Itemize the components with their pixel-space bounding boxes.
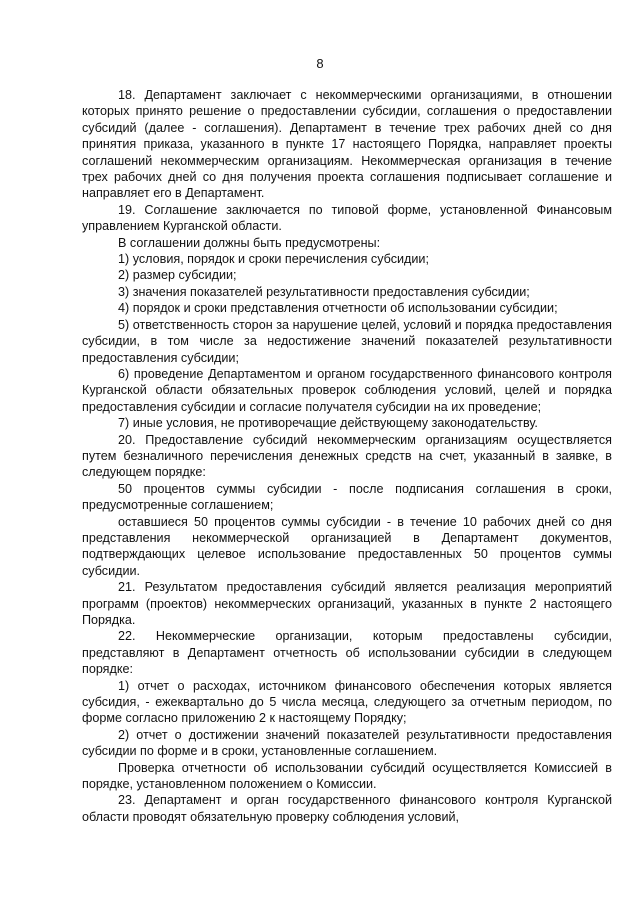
paragraph-18: 18. Департамент заключает с некоммерческими организациями, в отношении которых принято решение о предоставлении субсидии, соглашения о предоставлении субсидий (далее - соглашения). Департамент в течение трех рабочих дней со дня принятия приказа, указанного в пункте 17 настоящего Порядка, направляет проекты соглашений некоммерческим организациям. Некоммерческая организация в течение трех рабочих дней со дня получения проекта соглашения подписывает соглашение и направляет его в Департамент. xyxy=(82,88,612,201)
payment-first-half: 50 процентов суммы субсидии - после подписания соглашения в сроки, предусмотренные соглашением; xyxy=(82,481,612,513)
agreement-item-6: 6) проведение Департаментом и органом государственного финансового контроля Курганской области обязательных проверок соблюдения условий, целей и порядка предоставления субсидии и согласие получателя субсидии на их проведение; xyxy=(82,366,612,414)
paragraph-21: 21. Результатом предоставления субсидий является реализация мероприятий программ (проектов) некоммерческих организаций, указанных в пункте 2 настоящего Порядка. xyxy=(82,580,612,627)
report-item-2: 2) отчет о достижении значений показателей результативности предоставления субсидии по форме и в сроки, установленные соглашением. xyxy=(82,727,612,759)
agreement-item-5: 5) ответственность сторон за нарушение целей, условий и порядка предоставления субсидии, в том числе за недостижение значений показателей результативности предоставления субсидии; xyxy=(82,317,612,365)
agreement-item-1: 1) условия, порядок и сроки перечисления субсидии; xyxy=(118,252,429,267)
report-item-1: 1) отчет о расходах, источником финансового обеспечения которых является субсидия, - ежеквартально до 5 числа месяца, следующего за отчетным периодом, по форме согласно приложению 2 к настоящему Порядку; xyxy=(82,678,612,726)
payment-second-half: оставшиеся 50 процентов суммы субсидии - в течение 10 рабочих дней со дня представления некоммерческой организацией в Департамент документов, подтверждающих целевое использование предоставленных 50 процентов суммы субсидии. xyxy=(82,514,612,578)
agreement-item-4: 4) порядок и сроки представления отчетности об использовании субсидии; xyxy=(118,301,558,316)
page-number: 8 xyxy=(316,56,324,71)
agreement-item-2: 2) размер субсидии; xyxy=(118,268,237,283)
agreement-item-7: 7) иные условия, не противоречащие действующему законодательству. xyxy=(118,416,538,431)
document-body xyxy=(82,87,612,825)
paragraph-23: 23. Департамент и орган государственного финансового контроля Курганской области проводят обязательную проверку соблюдения условий, xyxy=(82,793,612,824)
agreement-item-3: 3) значения показателей результативности предоставления субсидии; xyxy=(118,284,530,299)
paragraph-22: 22. Некоммерческие организации, которым предоставлены субсидии, представляют в Департамент отчетность об использовании субсидии в следующем порядке: xyxy=(82,629,612,677)
agreement-intro: В соглашении должны быть предусмотрены: xyxy=(118,235,381,250)
paragraph-19: 19. Соглашение заключается по типовой форме, установленной Финансовым управлением Курганской области. xyxy=(82,202,612,234)
paragraph-20: 20. Предоставление субсидий некоммерческим организациям осуществляется путем безналичного перечисления денежных средств на счет, указанный в заявке, в следующем порядке: xyxy=(82,432,612,480)
report-verification: Проверка отчетности об использовании субсидий осуществляется Комиссией в порядке, установленном положением о Комиссии. xyxy=(82,760,612,792)
